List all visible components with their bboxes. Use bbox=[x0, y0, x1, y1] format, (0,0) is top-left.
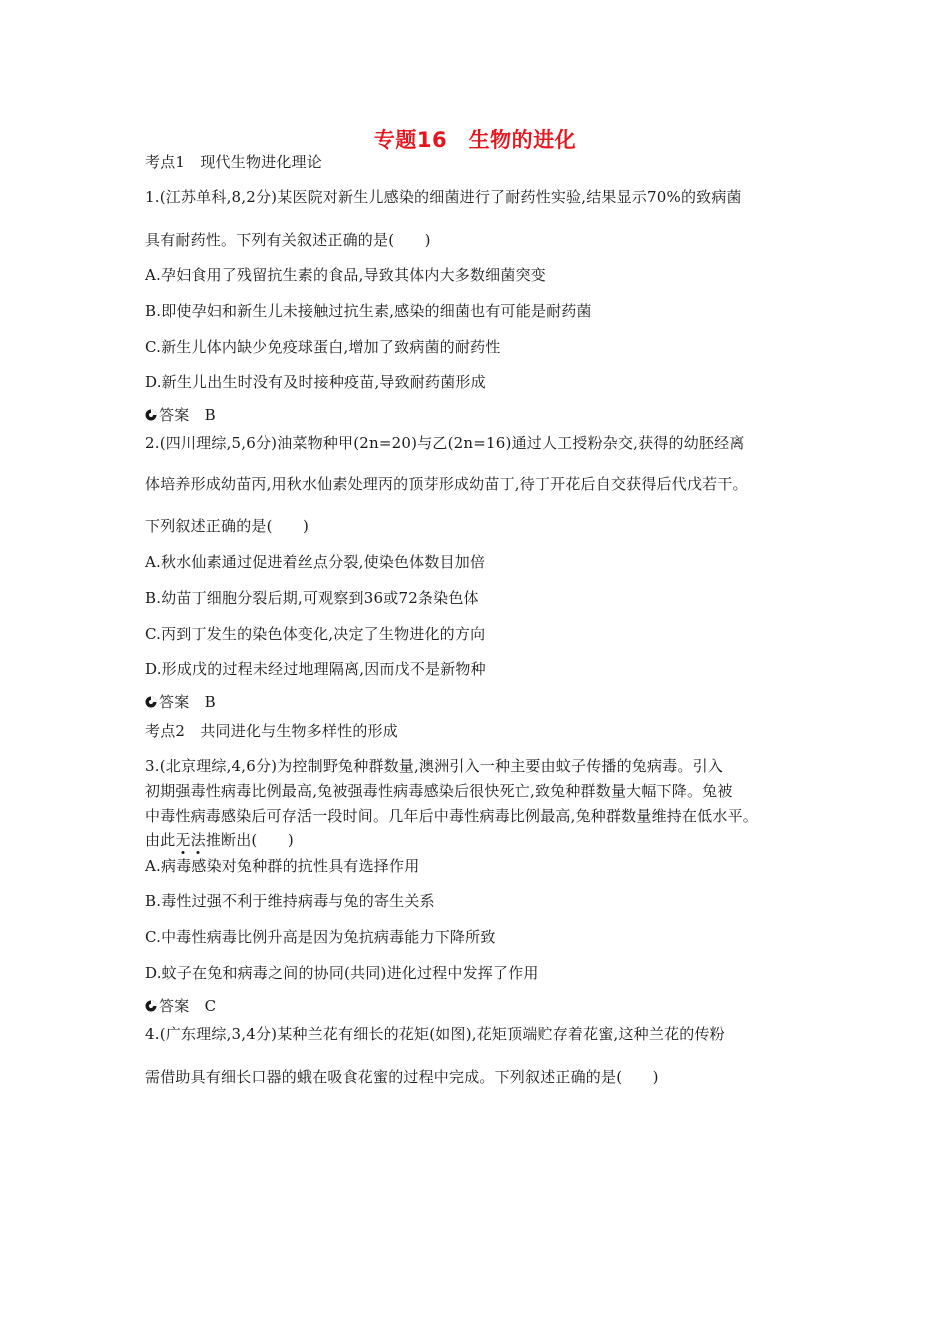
q1-option-a: A.孕妇食用了残留抗生素的食品,导致其体内大多数细菌突变 bbox=[145, 266, 546, 284]
answer-mark-icon bbox=[145, 1000, 157, 1012]
q3-stem-line-1: 3.(北京理综,4,6分)为控制野兔种群数量,澳洲引入一种主要由蚊子传播的兔病毒。引入 bbox=[145, 757, 724, 775]
q2-stem-line-1: 2.(四川理综,5,6分)油菜物种甲(2n=20)与乙(2n=16)通过人工授粉杂交,获得的幼胚经离 bbox=[145, 434, 745, 452]
q2-answer bbox=[145, 692, 216, 712]
q4-stem-line-1: 4.(广东理综,3,4分)某种兰花有细长的花矩(如图),花矩顶端贮存着花蜜,这种兰花的传粉 bbox=[145, 1025, 725, 1043]
q3-stem-line-4-post: 推断出( ) bbox=[205, 831, 294, 849]
section-heading-2: 考点2 共同进化与生物多样性的形成 bbox=[145, 722, 398, 740]
q2-option-b: B.幼苗丁细胞分裂后期,可观察到36或72条染色体 bbox=[145, 589, 479, 607]
q3-answer-text: 答案 C bbox=[159, 997, 217, 1015]
q1-option-c: C.新生儿体内缺少免疫球蛋白,增加了致病菌的耐药性 bbox=[145, 338, 501, 356]
answer-mark-icon bbox=[145, 696, 157, 708]
q2-option-c: C.丙到丁发生的染色体变化,决定了生物进化的方向 bbox=[145, 625, 486, 643]
q3-stem-line-2: 初期强毒性病毒比例最高,兔被强毒性病毒感染后很快死亡,致兔种群数量大幅下降。兔被 bbox=[145, 782, 733, 800]
q2-stem-line-2: 体培养形成幼苗丙,用秋水仙素处理丙的顶芽形成幼苗丁,待丁开花后自交获得后代戊若干。 bbox=[145, 475, 748, 493]
section-heading-1: 考点1 现代生物进化理论 bbox=[145, 153, 322, 171]
q3-answer bbox=[145, 996, 216, 1016]
q2-option-a: A.秋水仙素通过促进着丝点分裂,使染色体数目加倍 bbox=[145, 553, 486, 571]
q3-option-d: D.蚊子在兔和病毒之间的协同(共同)进化过程中发挥了作用 bbox=[145, 964, 539, 982]
q4-stem-line-2: 需借助具有细长口器的蛾在吸食花蜜的过程中完成。下列叙述正确的是( ) bbox=[145, 1068, 659, 1086]
q2-option-d: D.形成戊的过程未经过地理隔离,因而戊不是新物种 bbox=[145, 660, 486, 678]
q3-stem-line-4 bbox=[145, 830, 294, 850]
q3-option-a: A.病毒感染对兔种群的抗性具有选择作用 bbox=[145, 857, 420, 875]
q1-answer-text: 答案 B bbox=[159, 406, 216, 424]
q3-emphasis-char-1: 无 bbox=[175, 831, 191, 849]
answer-mark-icon bbox=[145, 409, 157, 421]
q1-stem-line-1: 1.(江苏单科,8,2分)某医院对新生儿感染的细菌进行了耐药性实验,结果显示70%的致病菌 bbox=[145, 188, 742, 206]
q3-stem-line-3: 中毒性病毒感染后可存活一段时间。几年后中毒性病毒比例最高,兔种群数量维持在低水平。 bbox=[145, 807, 758, 825]
q1-stem-line-2: 具有耐药性。下列有关叙述正确的是( ) bbox=[145, 231, 431, 249]
q3-option-c: C.中毒性病毒比例升高是因为兔抗病毒能力下降所致 bbox=[145, 928, 496, 946]
q3-stem-line-4-pre: 由此 bbox=[145, 831, 176, 849]
q2-answer-text: 答案 B bbox=[159, 693, 216, 711]
q1-answer bbox=[145, 405, 216, 425]
q3-option-b: B.毒性过强不利于维持病毒与兔的寄生关系 bbox=[145, 892, 435, 910]
q2-stem-line-3: 下列叙述正确的是( ) bbox=[145, 517, 310, 535]
q1-option-b: B.即使孕妇和新生儿未接触过抗生素,感染的细菌也有可能是耐药菌 bbox=[145, 302, 592, 320]
q1-option-d: D.新生儿出生时没有及时接种疫苗,导致耐药菌形成 bbox=[145, 373, 486, 391]
q3-emphasis-char-2: 法 bbox=[190, 831, 206, 849]
page-title: 专题16 生物的进化 bbox=[373, 128, 577, 152]
